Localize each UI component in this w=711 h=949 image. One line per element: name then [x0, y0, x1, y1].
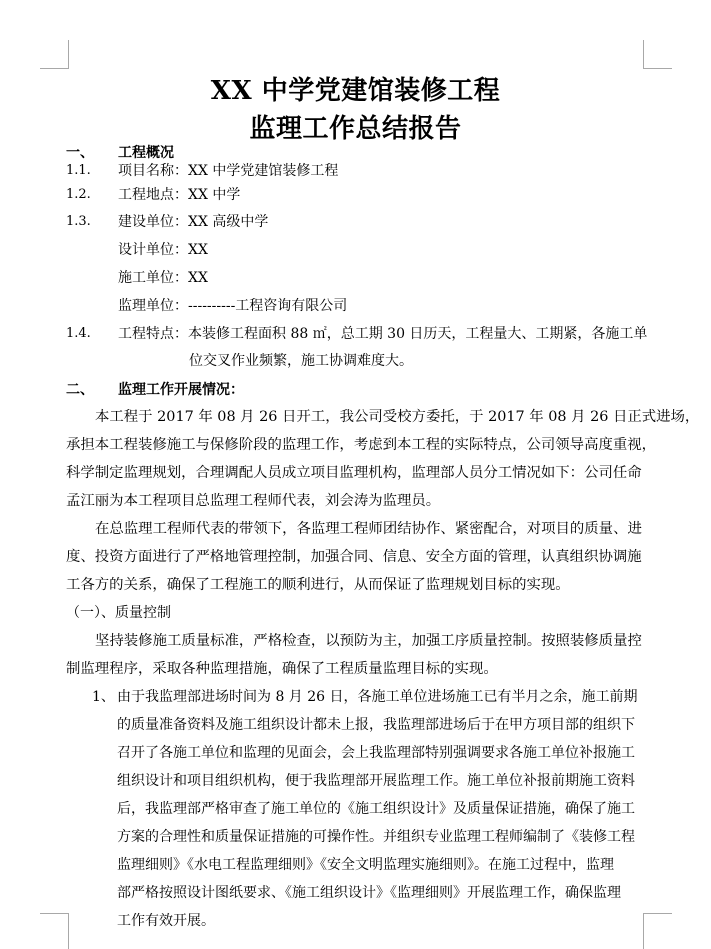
item-number: 1.3. — [66, 214, 91, 229]
paragraph-line: 承担本工程装修施工与保修阶段的监理工作，考虑到本工程的实际特点，公司领导高度重视， — [66, 437, 657, 453]
paragraph-line: 本工程于 2017 年 08 月 26 日开工，我公司受校方委托，于 2017 年 08 月 26 日正式进场， — [95, 409, 700, 425]
construction-unit: 施工单位：XX — [118, 270, 208, 286]
list-item-line: 部严格按照设计图纸要求、《施工组织设计》《监理细则》开展监理工作，确保监理 — [117, 885, 621, 901]
paragraph-line: 度、投资方面进行了严格地管理控制，加强合同、信息、安全方面的管理，认真组织协调施 — [66, 549, 642, 565]
list-item-line: 后，我监理部严格审查了施工单位的《施工组织设计》及质量保证措施，确保了施工 — [117, 801, 635, 817]
subsection-heading: （一）、质量控制 — [66, 605, 171, 621]
paragraph-line: 科学制定监理规划，合理调配人员成立项目监理机构，监理部人员分工情况如下：公司任命 — [66, 465, 642, 481]
paragraph-line: 孟江丽为本工程项目总监理工程师代表，刘会涛为监理员。 — [66, 493, 441, 509]
document-title-line1: XX 中学党建馆装修工程 — [210, 76, 501, 106]
project-features: 工程特点：本装修工程面积 88 ㎡，总工期 30 日历天，工程量大、工期紧，各施工单 — [118, 326, 648, 342]
item-number: 1.1. — [66, 163, 91, 178]
list-item-line: 召开了各施工单位和监理的见面会，会上我监理部特别强调要求各施工单位补报施工 — [117, 745, 635, 761]
client-unit: 建设单位：XX 高级中学 — [118, 214, 269, 230]
page-corner-mark — [643, 40, 672, 69]
page-corner-mark — [40, 40, 69, 69]
paragraph-line: 制监理程序，采取各种监理措施，确保了工程质量监理目标的实现。 — [66, 661, 498, 677]
design-unit: 设计单位：XX — [118, 242, 208, 258]
item-number: 1.2. — [66, 187, 91, 202]
paragraph-line: 工各方的关系，确保了工程施工的顺利进行，从而保证了监理规划目标的实现。 — [66, 577, 570, 593]
page-corner-mark — [40, 913, 69, 949]
list-item-line: 工作有效开展。 — [117, 913, 215, 929]
section1-number: 一、 — [66, 145, 94, 161]
list-item-line: 组织设计和项目组织机构，便于我监理部开展监理工作。施工单位补报前期施工资料 — [117, 773, 635, 789]
section2-heading: 监理工作开展情况： — [118, 382, 244, 398]
list-item-line: 方案的合理性和质量保证措施的可操作性。并组织专业监理工程师编制了《装修工程 — [117, 829, 635, 845]
list-item-line: 监理细则》《水电工程监理细则》《安全文明监理实施细则》。在施工过程中，监理 — [117, 857, 614, 873]
project-name: 项目名称：XX 中学党建馆装修工程 — [118, 163, 339, 179]
section1-heading: 工程概况 — [118, 145, 174, 161]
section2-number: 二、 — [66, 382, 94, 398]
project-location: 工程地点：XX 中学 — [118, 187, 241, 203]
list-item-number: 1、 — [92, 689, 115, 705]
document-title-line2: 监理工作总结报告 — [249, 114, 462, 144]
project-features-cont: 位交叉作业频繁，施工协调难度大。 — [189, 353, 413, 369]
paragraph-line: 在总监理工程师代表的带领下，各监理工程师团结协作、紧密配合，对项目的质量、进 — [95, 521, 642, 537]
list-item-line: 由于我监理部进场时间为 8 月 26 日，各施工单位进场施工已有半月之余，施工前期 — [117, 689, 638, 705]
supervision-unit: 监理单位：----------工程咨询有限公司 — [118, 298, 348, 314]
list-item-line: 的质量准备资料及施工组织设计都未上报，我监理部进场后于在甲方项目部的组织下 — [117, 717, 635, 733]
paragraph-line: 坚持装修施工质量标准，严格检查，以预防为主，加强工序质量控制。按照装修质量控 — [95, 633, 642, 649]
item-number: 1.4. — [66, 326, 91, 341]
page-corner-mark — [643, 913, 672, 949]
